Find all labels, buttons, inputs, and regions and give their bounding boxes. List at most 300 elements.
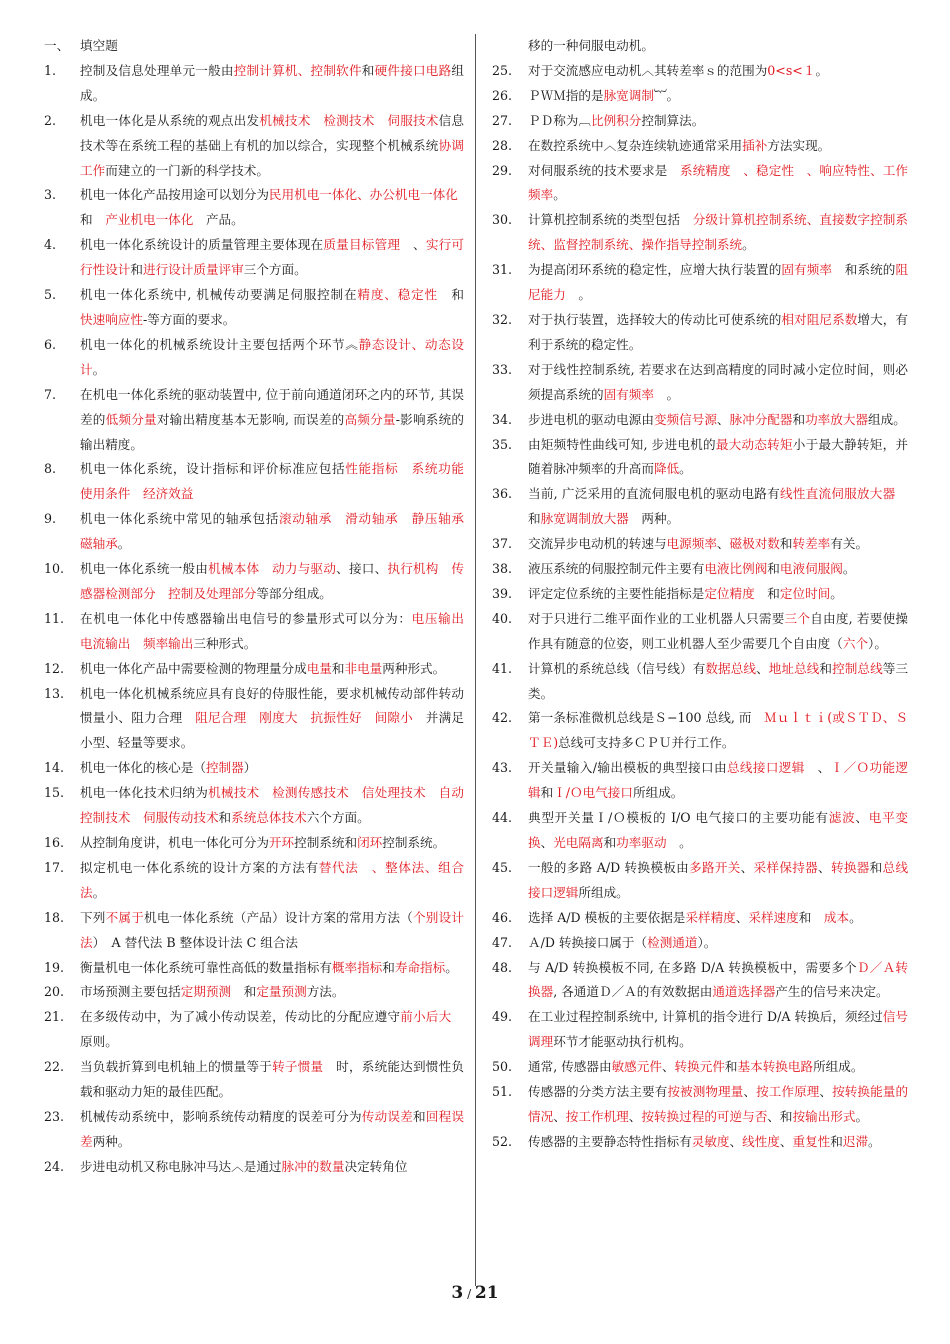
- page-separator: /: [463, 1287, 475, 1301]
- answer-text: 回程误差: [80, 1108, 465, 1149]
- section-heading: [44, 34, 464, 59]
- answer-text: 转差率: [792, 536, 831, 552]
- prompt-text: 选择 A/D 模板的主要依据是: [528, 909, 686, 925]
- question-item: [492, 433, 908, 483]
- answer-text: 总线接口逻辑: [528, 859, 909, 900]
- prompt-text: 。: [565, 287, 591, 303]
- question-text: [80, 831, 464, 856]
- answer-text: 精度、稳定性: [357, 287, 438, 303]
- right-column: [492, 34, 908, 1155]
- question-item: [492, 308, 908, 358]
- prompt-text: 拟定机电一体化系统的设计方案的方法有: [80, 859, 319, 875]
- question-number: 47.: [492, 934, 513, 950]
- question-item: [492, 134, 908, 159]
- answer-text: 非电量: [344, 660, 383, 676]
- section-number: 一、: [44, 38, 70, 53]
- prompt-text: 。: [855, 1108, 869, 1124]
- question-text: [80, 457, 477, 507]
- prompt-text: 并满足小型、轻量等要求。: [80, 710, 465, 751]
- answer-text: 基本转换电路: [737, 1059, 814, 1075]
- answer-text: 按工作原理: [756, 1084, 820, 1100]
- question-item: [492, 607, 908, 657]
- answer-text: 机械技术 检测技术 伺服技术: [259, 112, 439, 128]
- prompt-text: 、: [818, 859, 831, 875]
- answer-text: 电液比例阀: [704, 561, 768, 577]
- prompt-text: 、: [740, 859, 754, 875]
- prompt-text: 小于最大静转矩，并随着脉冲频率的升高而: [528, 436, 909, 477]
- answer-text: 转换器: [830, 859, 870, 875]
- question-item: [492, 358, 908, 408]
- prompt-text: 、: [804, 760, 831, 776]
- answer-text: 数据总线: [705, 660, 757, 676]
- answer-text: 寿命指标: [394, 959, 446, 975]
- answer-text: 地址总线: [768, 660, 820, 676]
- question-number: 46.: [492, 909, 513, 925]
- prompt-text: 、: [735, 909, 749, 925]
- prompt-text: 通常, 传感器由: [528, 1059, 612, 1075]
- prompt-text: 机电一体化系统一般由: [80, 561, 209, 577]
- answer-text: 阻尼合理 刚度大 抗振性好 间隙小: [195, 710, 413, 726]
- question-item: [492, 1080, 908, 1130]
- question-item: [492, 208, 908, 258]
- answer-text: 采样保持器: [753, 859, 819, 875]
- prompt-text: 和: [603, 835, 617, 850]
- prompt-text: 机电一体化系统中, 机械传动要满足伺服控制在: [80, 287, 358, 303]
- prompt-text: 决定转角位: [344, 1158, 408, 1174]
- answer-text: 按工作机理: [565, 1108, 629, 1124]
- prompt-text: 所组成。: [633, 785, 684, 801]
- answer-text: 脉冲分配器: [729, 411, 793, 427]
- question-text: [80, 906, 464, 956]
- answer-text: 电液伺服阀: [779, 561, 843, 577]
- prompt-text: 和: [231, 984, 257, 1000]
- answer-text: 插补: [742, 137, 768, 153]
- answer-text: 系统总体技术: [231, 810, 307, 826]
- question-list-right: [492, 59, 908, 1155]
- answer-text: 开环: [268, 835, 295, 850]
- prompt-text: 机械传动系统中，影响系统传动精度的误差可分为: [80, 1108, 362, 1124]
- prompt-text: 机电一体化产品按用途可以划分为: [80, 187, 269, 203]
- prompt-text: 一般的多路 A/D 转换模板由: [528, 859, 690, 875]
- answer-text: 三个: [784, 610, 811, 626]
- question-number: 23.: [44, 1108, 65, 1124]
- answer-text: 协调工作: [80, 137, 465, 178]
- answer-text: 不属于: [105, 909, 145, 925]
- prompt-text: 下列: [80, 909, 106, 925]
- question-number: 38.: [492, 561, 513, 577]
- answer-text: 相对阻尼系数: [781, 311, 858, 327]
- question-item: [44, 956, 464, 981]
- answer-text: 磁极对数: [729, 536, 780, 552]
- answer-text: 成本: [823, 909, 850, 925]
- prompt-text: 。: [666, 835, 692, 850]
- answer-text: 线性直流伺服放大器: [779, 486, 896, 502]
- question-number: 42.: [492, 710, 513, 726]
- prompt-text: 计算机的系统总线（信号线）有: [528, 660, 706, 676]
- question-item: [44, 557, 464, 607]
- prompt-text: 控制系统和: [294, 835, 358, 850]
- prompt-text: 为提高闭环系统的稳定性，应增大执行装置的: [528, 262, 782, 278]
- question-number: 25.: [492, 62, 513, 78]
- answer-text: 敏感元件: [611, 1059, 662, 1075]
- prompt-text: 在数控系统中︿复杂连续轨迹通常采用: [528, 137, 743, 153]
- answer-text: 0<s<１: [767, 62, 816, 78]
- answer-text: 控制总线: [832, 660, 883, 676]
- answer-text: 低频分量: [105, 411, 157, 427]
- question-text: [80, 333, 464, 383]
- question-text: [80, 682, 464, 757]
- prompt-text: 开关量输入/输出模板的典型接口由: [528, 760, 727, 776]
- prompt-text: 在工业过程控制系统中, 计算机的指令进行 D/A 转换后，须经过: [528, 1009, 883, 1025]
- question-number: 4.: [44, 237, 57, 253]
- answer-text: 固有频率: [781, 262, 833, 278]
- question-item: [44, 59, 464, 109]
- answer-text: 系统精度 、稳定性 、响应特性、工作频率: [528, 162, 909, 203]
- prompt-text: 和: [830, 1133, 843, 1149]
- prompt-text: 总线可支持多ＣＰＵ并行工作。: [558, 735, 735, 751]
- section-title: 填空题: [80, 38, 118, 53]
- prompt-text: 和: [792, 411, 806, 427]
- prompt-text: 机电一体化机械系统应具有良好的侍服性能，要求机械传动部件转动惯量小、阻力合理: [80, 685, 464, 726]
- answer-text: 电源频率: [666, 536, 717, 552]
- answer-text: 按输出形式: [792, 1108, 856, 1124]
- prompt-text: 、: [819, 1084, 833, 1100]
- prompt-text: 三种形式。: [193, 635, 257, 651]
- answer-text: 光电隔离: [553, 835, 604, 850]
- prompt-text: 控制系统。: [382, 835, 446, 850]
- answer-text: 定量预测: [256, 984, 307, 1000]
- answer-text: 定期预测: [180, 984, 232, 1000]
- prompt-text: 对于线性控制系统, 若要求在达到高精度的同时减小定位时间，则必须提高系统的: [528, 361, 908, 402]
- prompt-text: 和: [382, 959, 395, 975]
- question-item: [44, 607, 477, 657]
- prompt-text: -影响系统的输出精度。: [80, 411, 465, 452]
- prompt-text: 有关。: [830, 536, 869, 552]
- answer-text: 总线接口逻辑: [726, 760, 805, 776]
- question-item: [44, 1055, 464, 1105]
- question-number: 35.: [492, 436, 513, 452]
- prompt-text: 和: [779, 536, 793, 552]
- answer-text: 替代法 、整体法、组合法: [80, 859, 465, 900]
- answer-text: 功率放大器: [805, 411, 869, 427]
- prompt-text: 三个方面。: [243, 262, 307, 278]
- answer-text: 前小后大: [400, 1009, 452, 1025]
- prompt-text: 、: [553, 1108, 566, 1124]
- question-text: [80, 956, 464, 981]
- question-item: [492, 258, 908, 308]
- answer-text: 滤波: [828, 810, 856, 826]
- answer-text: Ｉ／Ｏ功能逻辑: [528, 760, 909, 801]
- question-item: [492, 1055, 908, 1080]
- question-text: [528, 433, 908, 483]
- question-item: [492, 1130, 908, 1155]
- answer-text: 转子惯量: [272, 1059, 324, 1075]
- prompt-text: 和: [754, 585, 780, 601]
- question-text: [80, 1055, 464, 1105]
- question-item: [492, 482, 908, 532]
- question-text: [80, 1105, 464, 1155]
- question-number: 37.: [492, 536, 513, 552]
- prompt-text: 控制算法。: [641, 112, 705, 128]
- prompt-text: 两种。: [628, 511, 680, 527]
- question-text: [80, 756, 464, 781]
- answer-text: 转换元件: [674, 1059, 725, 1075]
- answer-text: Ｉ/Ｏ电气接口: [553, 785, 633, 801]
- question-number: 16.: [44, 835, 65, 850]
- question-item: [492, 756, 908, 806]
- question-item: [492, 956, 908, 1006]
- prompt-text: 机电一体化的机械系统设计主要包括两个环节︽: [80, 336, 359, 352]
- prompt-text: 。: [815, 62, 829, 78]
- question-item: [44, 682, 464, 757]
- answer-text: 迟滞: [842, 1133, 869, 1149]
- question-text: [528, 956, 908, 1006]
- question-text: [528, 208, 908, 258]
- page-number: 3: [451, 1283, 464, 1303]
- prompt-text: 机电一体化系统（产品）设计方案的常用方法（: [144, 909, 413, 925]
- question-item: [492, 59, 908, 84]
- prompt-text: 。: [553, 187, 566, 203]
- question-item: [492, 806, 908, 856]
- answer-text: 个别设计法: [80, 909, 465, 950]
- question-text: [80, 607, 477, 657]
- question-number: 21.: [44, 1009, 65, 1025]
- question-item: [44, 756, 464, 781]
- prompt-text: 步进电动机又称电脉冲马达︿是通过: [80, 1158, 282, 1174]
- answer-text: 六个: [842, 635, 869, 651]
- answer-text: 性能指标 系统功能 使用条件 经济效益: [80, 461, 477, 502]
- question-text: [528, 931, 908, 956]
- question-number: 44.: [492, 810, 513, 826]
- prompt-text: 和: [130, 262, 143, 278]
- question-item: [44, 831, 464, 856]
- prompt-text: ）: [243, 760, 257, 776]
- question-item: [44, 980, 464, 1005]
- question-number: 45.: [492, 859, 513, 875]
- answer-text: 民用机电一体化、办公机电一体化: [268, 187, 458, 203]
- question-text: [528, 482, 908, 532]
- prompt-text: 信息技术等在系统工程的基础上有机的加以综合，实现整个机械系统: [80, 112, 465, 153]
- question-text: [528, 806, 908, 856]
- answer-text: 进行设计质量评审: [142, 262, 244, 278]
- column-divider: [475, 34, 476, 1286]
- answer-text: 控制器: [205, 760, 244, 776]
- answer-text: 脉宽调制放大器: [540, 511, 629, 527]
- question-item: [44, 657, 464, 682]
- question-text: [80, 59, 464, 109]
- prompt-text: 两种。: [92, 1133, 131, 1149]
- question-list-left: [44, 59, 477, 1180]
- prompt-text: ）。: [697, 934, 717, 950]
- question-text: [528, 756, 908, 806]
- question-text: [528, 358, 908, 408]
- prompt-text: 在多级传动中，为了减小传动误差，传动比的分配应遵守: [80, 1009, 401, 1025]
- left-column: [44, 34, 477, 1180]
- prompt-text: ＰＷＭ指的是: [528, 87, 604, 103]
- prompt-text: 组成。: [80, 62, 465, 103]
- prompt-text: 。: [842, 561, 856, 577]
- prompt-text: 传感器的分类方法主要有: [528, 1084, 668, 1100]
- prompt-text: , 各通道Ｄ／Ａ的有效数据由: [553, 984, 713, 1000]
- prompt-text: 环节才能驱动执行机构。: [553, 1034, 692, 1050]
- prompt-text: 机电一体化技术归纳为: [80, 785, 209, 801]
- page-total: 21: [474, 1283, 499, 1303]
- question-number: 9.: [44, 511, 57, 527]
- prompt-text: 评定定位系统的主要性能指标是: [528, 585, 705, 601]
- question-number: 52.: [492, 1133, 513, 1149]
- answer-text: 电量: [306, 660, 332, 676]
- prompt-text: 。: [92, 361, 106, 377]
- prompt-text: 控制及信息处理单元一般由: [80, 62, 234, 78]
- answer-text: 传动误差: [361, 1108, 413, 1124]
- prompt-text: 增大，有利于系统的稳定性。: [528, 311, 909, 352]
- prompt-text: 机电一体化是从系统的观点出发: [80, 112, 260, 128]
- answer-text: Ｄ／Ａ转换器: [528, 959, 909, 1000]
- answer-text: 比例积分: [590, 112, 642, 128]
- prompt-text: 方法实现。: [767, 137, 831, 153]
- question-text: [528, 59, 908, 84]
- prompt-text: 和系统的: [832, 262, 896, 278]
- page-footer: [0, 1283, 950, 1303]
- question-item: [44, 109, 464, 184]
- prompt-text: 机电一体化系统，设计指标和评价标准应包括: [80, 461, 346, 477]
- question-text: [80, 383, 464, 458]
- prompt-text: 。: [92, 884, 106, 900]
- answer-text: 变频信号源: [653, 411, 717, 427]
- answer-text: 质量目标管理: [323, 237, 401, 253]
- question-number: 19.: [44, 959, 65, 975]
- question-item: [492, 408, 908, 433]
- prompt-text: 产品。: [193, 212, 244, 228]
- question-item: [492, 557, 908, 582]
- prompt-text: 自由度, 若要使操作具有随意的位姿，则工业机器人至少需要几个自由度（: [528, 610, 908, 651]
- question-number: 34.: [492, 411, 513, 427]
- prompt-text: ︸。: [653, 87, 680, 103]
- prompt-text: 等部分组成。: [256, 585, 332, 601]
- question-item: [44, 383, 464, 458]
- question-item: [44, 333, 464, 383]
- question-text: [528, 408, 908, 433]
- prompt-text: 、: [855, 810, 869, 826]
- question-item: [492, 657, 908, 707]
- answer-text: 采样速度: [748, 909, 799, 925]
- question-number: 51.: [492, 1084, 513, 1100]
- prompt-text: 对于执行装置，选择较大的传动比可使系统的: [528, 311, 782, 327]
- question-text: [80, 781, 464, 831]
- prompt-text: 第一条标准微机总线是Ｓ−100 总线, 而: [528, 710, 765, 726]
- question-number: 20.: [44, 984, 65, 1000]
- answer-text: 控制计算机、控制软件: [233, 62, 362, 78]
- prompt-text: 和: [767, 561, 780, 577]
- question-text: [80, 183, 471, 233]
- question-number: 43.: [492, 760, 513, 776]
- prompt-text: 原则。: [80, 1009, 465, 1050]
- question-item: [492, 931, 908, 956]
- question-number: 18.: [44, 909, 65, 925]
- answer-text: 脉冲的数量: [281, 1158, 345, 1174]
- prompt-text: 和: [413, 1108, 426, 1124]
- prompt-text: 和: [331, 660, 345, 676]
- answer-text: 阻尼能力: [528, 262, 909, 303]
- question-number: 41.: [492, 660, 513, 676]
- answer-text: 功率驱动: [616, 835, 667, 850]
- answer-text: 按转换过程的可逆与否: [641, 1108, 768, 1124]
- question-text: [528, 532, 908, 557]
- prompt-text: 、接口、: [336, 561, 388, 577]
- question-item: [44, 507, 477, 557]
- question-text: [80, 283, 477, 333]
- answer-text: 固有频率: [603, 386, 654, 402]
- prompt-text: 对输出精度基本无影响, 而误差的: [156, 411, 345, 427]
- question-number: 31.: [492, 262, 513, 278]
- question-item: [492, 906, 908, 931]
- prompt-text: 。: [742, 237, 755, 253]
- question-text: [528, 856, 908, 906]
- question-text: [80, 557, 464, 607]
- question-item: [492, 582, 908, 607]
- prompt-text: 机电一体化系统中常见的轴承包括: [80, 511, 279, 527]
- prompt-text: 、: [779, 1133, 793, 1149]
- prompt-text: 和: [798, 909, 824, 925]
- prompt-text: 当前, 广泛采用的直流伺服电机的驱动电路有: [528, 486, 780, 502]
- prompt-text: 交流异步电动机的转速与: [528, 536, 667, 552]
- prompt-text: 与 A/D 转换模板不同, 在多路 D/A 转换模板中，需要多个: [528, 959, 857, 975]
- prompt-text: 、: [756, 660, 769, 676]
- answer-text: 电平变换: [528, 810, 909, 850]
- question-text: [80, 856, 464, 906]
- question-number: 1.: [44, 62, 57, 78]
- prompt-text: 、: [716, 411, 730, 427]
- prompt-text: 典型开关量Ｉ/Ｏ模板的 I/O 电气接口的主要功能有: [528, 810, 829, 826]
- prompt-text: 方法。: [306, 984, 345, 1000]
- question-text: [528, 159, 908, 209]
- question-text: [528, 657, 908, 707]
- prompt-text: 。: [445, 959, 458, 975]
- answer-text: 机械技术 检测传感技术 信处理技术 自动控制技术 伺服传动技术: [80, 785, 465, 826]
- prompt-text: 所组成。: [813, 1059, 864, 1075]
- question-number: 22.: [44, 1059, 65, 1075]
- question-text: [528, 84, 908, 109]
- question-item: [44, 1105, 464, 1155]
- question-number: 49.: [492, 1009, 513, 1025]
- answer-text: 脉宽调制: [603, 87, 654, 103]
- prompt-text: 六个方面。: [306, 810, 370, 826]
- prompt-text: 和: [437, 287, 477, 303]
- answer-text: 机械本体 动力与驱动: [208, 561, 337, 577]
- question-text: [528, 1005, 908, 1055]
- answer-text: 多路开关: [689, 859, 741, 875]
- prompt-text: 由矩频特性曲线可知, 步进电机的: [528, 436, 716, 452]
- answer-text: 闭环: [357, 835, 383, 850]
- prompt-text: 和: [819, 660, 833, 676]
- answer-text: 灵敏度: [691, 1133, 730, 1149]
- question-item: [492, 856, 908, 906]
- answer-text: 定位时间: [779, 585, 831, 601]
- prompt-text: 和: [80, 187, 471, 228]
- prompt-text: 、: [400, 237, 426, 253]
- question-number: 26.: [492, 87, 513, 103]
- prompt-text: 所组成。: [578, 884, 629, 900]
- prompt-text: 和: [218, 810, 232, 826]
- answer-text: 执行机构 传感器检测部分 控制及处理部分: [80, 561, 465, 601]
- prompt-text: 。: [830, 585, 843, 601]
- prompt-text: 、: [716, 536, 730, 552]
- question-number: 11.: [44, 610, 65, 626]
- prompt-text: 时，系统能达到惯性负载和驱动力矩的最佳匹配。: [80, 1059, 465, 1100]
- question-item: [44, 1005, 464, 1055]
- answer-text: 滚动轴承 滑动轴承 静压轴承 磁轴承: [80, 511, 477, 552]
- question-number: 50.: [492, 1059, 513, 1075]
